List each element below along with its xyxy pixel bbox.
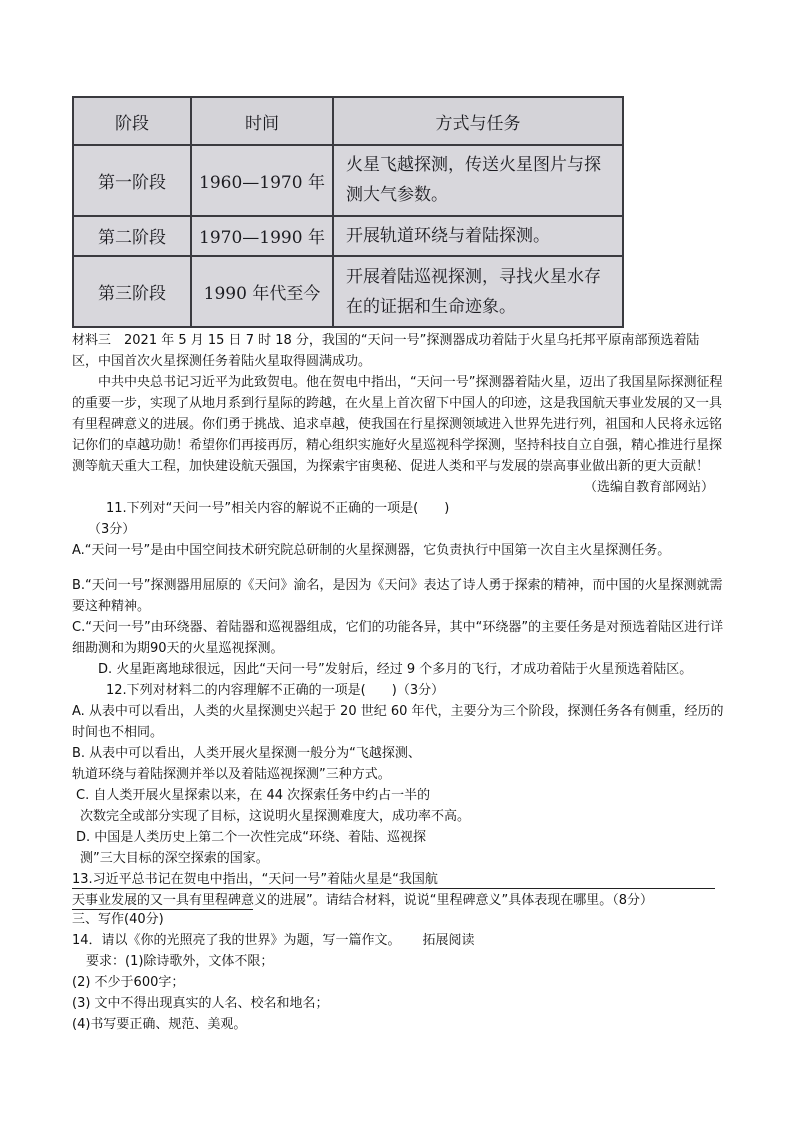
q12-option-c-line1: C. 自人类开展火星探索以来，在 44 次探索任务中约占一半的: [76, 788, 431, 803]
table-header: 方式与任务: [333, 97, 623, 145]
task-cell: 火星飞越探测，传送火星图片与探测大气参数。: [333, 145, 623, 216]
q12-option-d-line2: 测”三大目标的深空探索的国家。: [80, 851, 269, 866]
table-header: 阶段: [73, 97, 191, 145]
q12-option-d-line1: D. 中国是人类历史上第二个一次性完成“环绕、着陆、巡视探: [76, 830, 427, 845]
stage-cell: 第三阶段: [73, 256, 191, 327]
stage-cell: 第一阶段: [73, 145, 191, 216]
material3-body: 中共中央总书记习近平为此致贺电。他在贺电中指出，“天问一号”探测器着陆火星，迈出了我国星际探测征程的重要一步，实现了从地月系到行星际的跨越，在火星上首次留下中国人的印迹，这是我国航天事业发展的又一具有里程碑意义的进展。你们勇于挑战、追求卓越，使我国在行星探测领域进入世界先进行列，祖国和人民将永远铭记你们的卓越功勋！希望你们再接再厉，精心组织实施好火星巡视科学探测，坚持科技自立自强，精心推进行星探测等航天重大工程，加快建设航天强国，为探索宇宙奥秘、促进人类和平与发展的崇高事业做出新的更大贡献！: [72, 375, 723, 474]
requirement-3: (3) 文中不得出现真实的人名、校名和地名；: [72, 996, 329, 1011]
q12-option-b-line1: B. 从表中可以看出，人类开展火星探测一般分为“飞越探测、: [72, 746, 421, 761]
material3-intro: 材料三 2021 年 5 月 15 日 7 时 18 分，我国的“天问一号”探测器成功着陆于火星乌托邦平原南部预选着陆区，中国首次火星探测任务着陆火星取得圆满成功。: [72, 333, 700, 369]
document-body: [72, 330, 724, 911]
task-cell: 开展轨道环绕与着陆探测。: [333, 216, 623, 256]
stage-cell: 第二阶段: [73, 216, 191, 256]
q13-line1: 13.习近平总书记在贺电中指出，“天问一号”着陆火星是“我国航: [72, 872, 438, 887]
table-row: [73, 216, 623, 256]
table-header: 时间: [191, 97, 333, 145]
q12-option-c-line2: 次数完全或部分实现了目标，这说明火星探测难度大，成功率不高。: [80, 809, 471, 824]
time-cell: 1970—1990 年: [191, 216, 333, 256]
table-photo: [72, 96, 624, 328]
q12-option-a: A. 从表中可以看出，人类的火星探测史兴起于 20 世纪 60 年代，主要分为三个阶段，探测任务各有侧重，经历的时间也不相同。: [72, 704, 724, 740]
q11-option-b: B.“天问一号”探测器用屈原的《天问》渝名，是因为《天问》表达了诗人勇于探索的精神，而中国的火星探测就需要这种精神。: [72, 578, 723, 614]
answer-line: [72, 888, 715, 889]
q11-option-c: C.“天问一号”由环绕器、着陆器和巡视器组成，它们的功能各异，其中“环绕器”的主要任务是对预选着陆区进行详细勘测和为期90天的火星巡视探测。: [72, 620, 724, 656]
material3-source: （选编自教育部网站）: [583, 480, 714, 495]
requirement-1: 要求：(1)除诗歌外，文体不限；: [86, 954, 274, 969]
composition-section: [72, 909, 724, 1035]
q11-option-a: A.“天问一号”是由中国空间技术研究院总研制的火星探测器，它负责执行中国第一次自主火星探测任务。: [72, 543, 671, 558]
time-cell: 1990 年代至今: [191, 256, 333, 327]
section-heading: 三、写作(40分): [72, 912, 164, 927]
q12-stem: 12.下列对材料二的内容理解不正确的一项是( )（3分）: [106, 683, 445, 698]
requirement-4: (4)书写要正确、规范、美观。: [72, 1017, 247, 1032]
table-row: [73, 145, 623, 216]
time-cell: 1960—1970 年: [191, 145, 333, 216]
q14-prompt: 14．请以《你的光照亮了我的世界》为题，写一篇作文。: [72, 933, 401, 948]
requirement-2: (2) 不少于600字；: [72, 975, 185, 990]
table-header-row: [73, 97, 623, 145]
q12-option-b-line2: 轨道环绕与着陆探测并举以及着陆巡视探测”三种方式。: [72, 767, 391, 782]
q14-line: [72, 930, 724, 951]
extended-reading-label: 拓展阅读: [422, 933, 475, 948]
task-cell: 开展着陆巡视探测，寻找火星水存在的证据和生命迹象。: [333, 256, 623, 327]
mars-exploration-table: [72, 96, 624, 328]
q11-stem: 11.下列对“天问一号”相关内容的解说不正确的一项是( ): [106, 501, 450, 516]
q13-line2: 天事业发展的又一具有里程碑意义的进展”。请结合材料，说说“里程碑意义”具体表现在哪里。（8分）: [72, 893, 653, 908]
table-row: [73, 256, 623, 327]
q11-score: （3分）: [88, 522, 136, 537]
q11-option-d: D. 火星距离地球很远，因此“天问一号”发射后，经过 9 个多月的飞行，才成功着陆于火星预选着陆区。: [98, 662, 693, 677]
